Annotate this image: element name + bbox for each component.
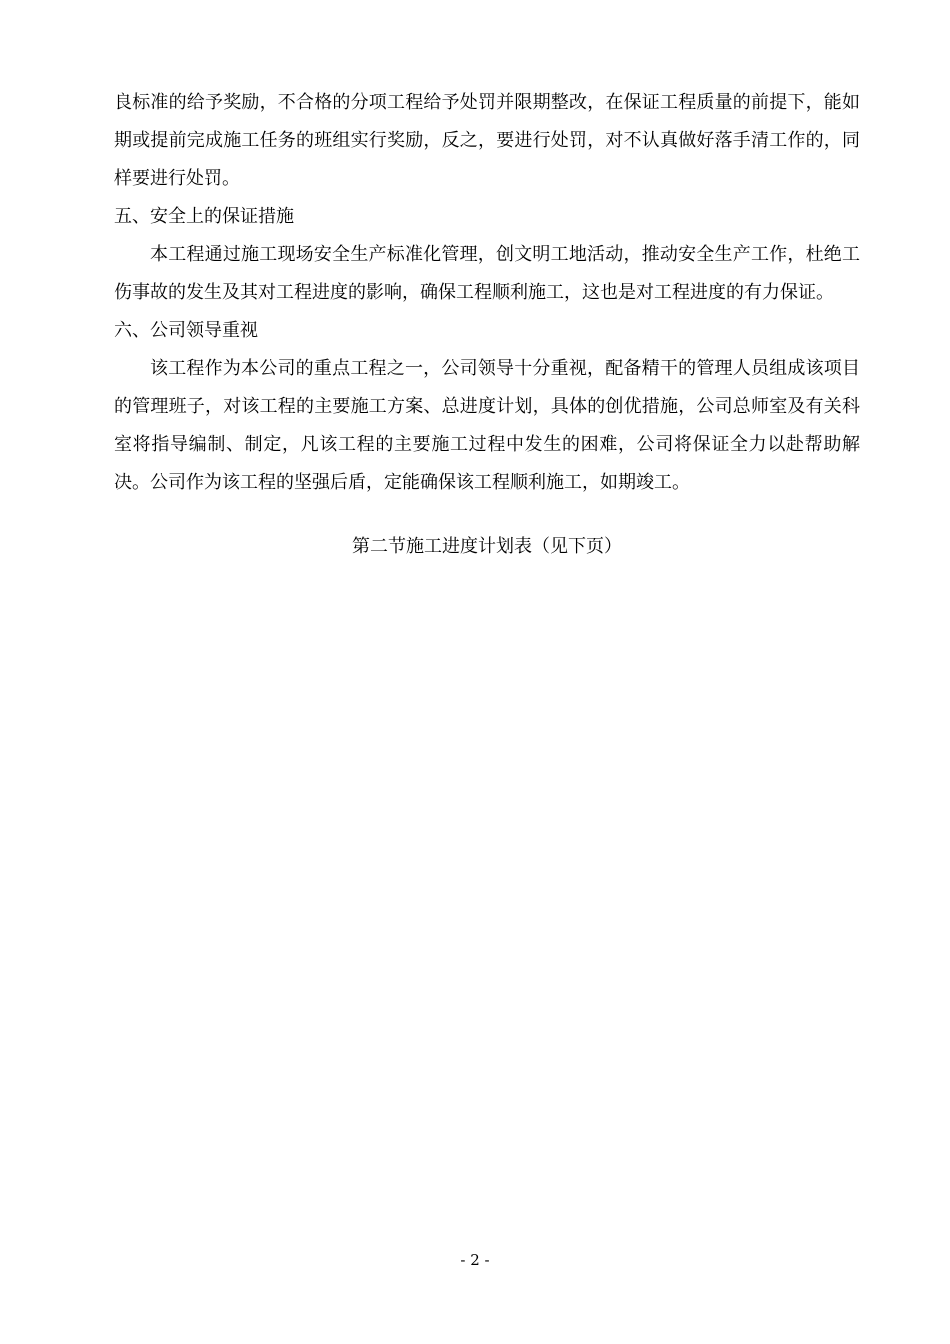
paragraph-safety-measures: 本工程通过施工现场安全生产标准化管理，创文明工地活动，推动安全生产工作，杜绝工伤事故的发生及其对工程进度的影响，确保工程顺利施工，这也是对工程进度的有力保证。 bbox=[114, 244, 860, 303]
document-body bbox=[114, 84, 860, 566]
paragraph-leadership: 该工程作为本公司的重点工程之一，公司领导十分重视，配备精干的管理人员组成该项目的管理班子，对该工程的主要施工方案、总进度计划，具体的创优措施，公司总师室及有关科室将指导编制、制定，凡该工程的主要施工过程中发生的困难，公司将保证全力以赴帮助解决。公司作为该工程的坚强后盾，定能确保该工程顺利施工，如期竣工。 bbox=[114, 358, 860, 493]
page-number: - 2 - bbox=[460, 1251, 490, 1269]
heading-safety-measures: 五、安全上的保证措施 bbox=[114, 206, 294, 227]
section-title: 第二节施工进度计划表（见下页） bbox=[352, 536, 622, 557]
heading-leadership: 六、公司领导重视 bbox=[114, 320, 258, 341]
paragraph-reward-penalty: 良标准的给予奖励，不合格的分项工程给予处罚并限期整改，在保证工程质量的前提下，能如期或提前完成施工任务的班组实行奖励，反之，要进行处罚，对不认真做好落手清工作的，同样要进行处罚。 bbox=[114, 92, 860, 189]
